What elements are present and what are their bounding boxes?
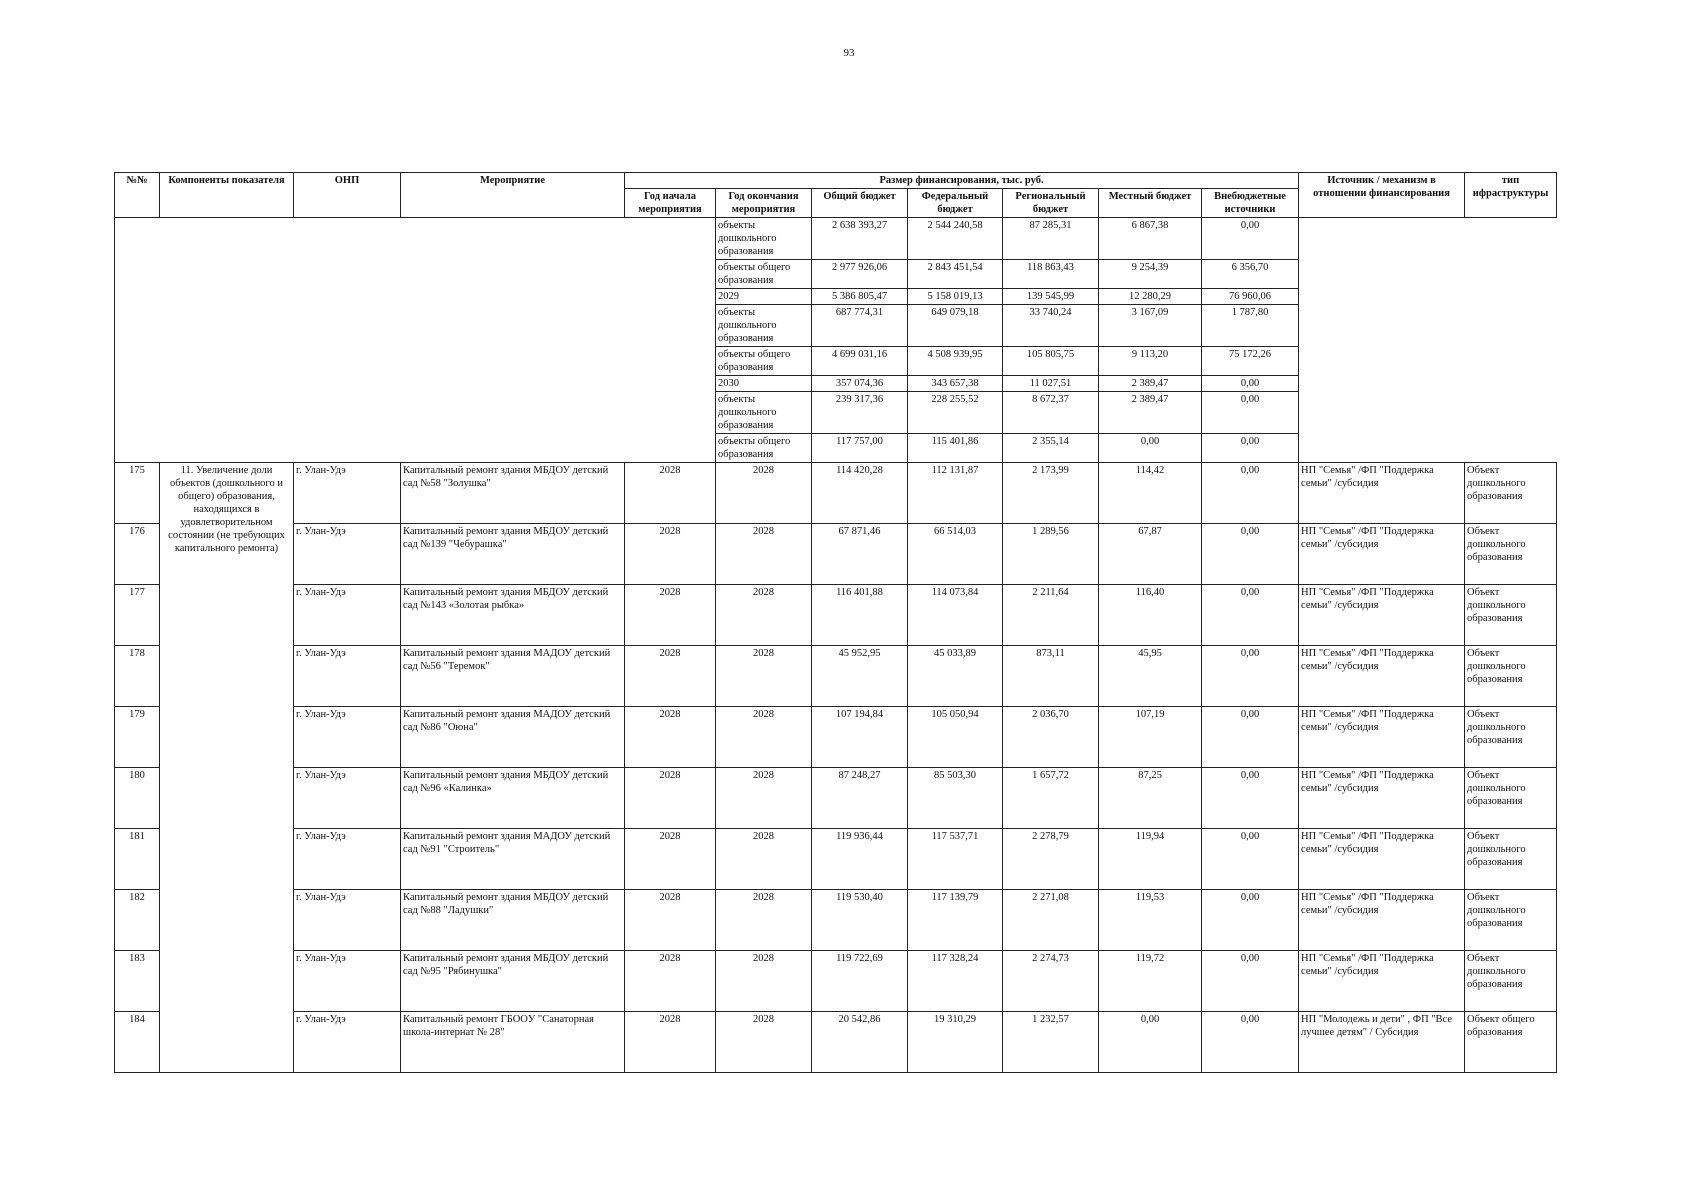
header-start-year: Год начала мероприятия — [625, 189, 716, 218]
row-start: 2028 — [625, 707, 716, 768]
row-start: 2028 — [625, 768, 716, 829]
row-local: 114,42 — [1099, 463, 1202, 524]
cont-federal: 5 158 019,13 — [908, 289, 1003, 305]
row-start: 2028 — [625, 1012, 716, 1073]
row-num: 177 — [115, 585, 160, 646]
table-header — [115, 173, 1557, 218]
row-start: 2028 — [625, 646, 716, 707]
row-end: 2028 — [716, 829, 812, 890]
row-start: 2028 — [625, 585, 716, 646]
cont-label: 2030 — [716, 376, 812, 392]
row-activity: Капитальный ремонт здания МБДОУ детский сад №88 "Ладушки" — [401, 890, 625, 951]
row-extra: 0,00 — [1202, 829, 1299, 890]
header-component: Компоненты показателя — [160, 173, 294, 218]
blank-area — [115, 218, 716, 463]
row-regional: 2 278,79 — [1003, 829, 1099, 890]
row-extra: 0,00 — [1202, 463, 1299, 524]
row-source: НП "Семья" /ФП "Поддержка семьи" /субсидия — [1299, 707, 1465, 768]
row-infra: Объект дошкольного образования — [1465, 829, 1557, 890]
row-num: 180 — [115, 768, 160, 829]
row-activity: Капитальный ремонт здания МБДОУ детский сад №139 "Чебурашка" — [401, 524, 625, 585]
cont-extra: 6 356,70 — [1202, 260, 1299, 289]
row-end: 2028 — [716, 1012, 812, 1073]
row-num: 178 — [115, 646, 160, 707]
cont-total: 4 699 031,16 — [812, 347, 908, 376]
table-row — [115, 463, 1557, 524]
row-end: 2028 — [716, 585, 812, 646]
cont-total: 687 774,31 — [812, 305, 908, 347]
blank-right — [1299, 218, 1557, 463]
table-row — [115, 829, 1557, 890]
header-federal: Федеральный бюджет — [908, 189, 1003, 218]
cont-regional: 105 805,75 — [1003, 347, 1099, 376]
row-regional: 2 274,73 — [1003, 951, 1099, 1012]
cont-local: 0,00 — [1099, 434, 1202, 463]
table-row — [115, 951, 1557, 1012]
row-end: 2028 — [716, 890, 812, 951]
row-start: 2028 — [625, 524, 716, 585]
row-federal: 66 514,03 — [908, 524, 1003, 585]
row-total: 67 871,46 — [812, 524, 908, 585]
row-onp: г. Улан-Удэ — [294, 951, 401, 1012]
cont-regional: 118 863,43 — [1003, 260, 1099, 289]
row-total: 119 530,40 — [812, 890, 908, 951]
cont-label: объекты дошкольного образования — [716, 392, 812, 434]
row-onp: г. Улан-Удэ — [294, 1012, 401, 1073]
row-num: 182 — [115, 890, 160, 951]
row-infra: Объект дошкольного образования — [1465, 768, 1557, 829]
continuation-block — [115, 218, 1557, 463]
row-end: 2028 — [716, 951, 812, 1012]
row-infra: Объект дошкольного образования — [1465, 707, 1557, 768]
cont-label: объекты дошкольного образования — [716, 218, 812, 260]
row-activity: Капитальный ремонт здания МБДОУ детский сад №95 "Рябинушка" — [401, 951, 625, 1012]
cont-total: 5 386 805,47 — [812, 289, 908, 305]
cont-regional: 11 027,51 — [1003, 376, 1099, 392]
row-activity: Капитальный ремонт здания МБДОУ детский сад №96 «Калинка» — [401, 768, 625, 829]
row-regional: 1 657,72 — [1003, 768, 1099, 829]
table-row — [115, 890, 1557, 951]
row-activity: Капитальный ремонт здания МАДОУ детский сад №56 "Теремок" — [401, 646, 625, 707]
row-activity: Капитальный ремонт здания МБДОУ детский сад №143 «Золотая рыбка» — [401, 585, 625, 646]
row-extra: 0,00 — [1202, 1012, 1299, 1073]
row-onp: г. Улан-Удэ — [294, 463, 401, 524]
row-regional: 2 211,64 — [1003, 585, 1099, 646]
table-row — [115, 585, 1557, 646]
row-local: 119,72 — [1099, 951, 1202, 1012]
cont-label: объекты общего образования — [716, 347, 812, 376]
page-number: 93 — [843, 47, 855, 59]
row-onp: г. Улан-Удэ — [294, 585, 401, 646]
row-federal: 45 033,89 — [908, 646, 1003, 707]
cont-local: 9 254,39 — [1099, 260, 1202, 289]
row-total: 87 248,27 — [812, 768, 908, 829]
cont-label: 2029 — [716, 289, 812, 305]
cont-local: 6 867,38 — [1099, 218, 1202, 260]
row-federal: 85 503,30 — [908, 768, 1003, 829]
row-total: 119 936,44 — [812, 829, 908, 890]
row-federal: 117 139,79 — [908, 890, 1003, 951]
header-funding: Размер финансирования, тыс. руб. — [625, 173, 1299, 189]
row-total: 20 542,86 — [812, 1012, 908, 1073]
row-num: 175 — [115, 463, 160, 524]
row-extra: 0,00 — [1202, 585, 1299, 646]
row-start: 2028 — [625, 829, 716, 890]
row-activity: Капитальный ремонт здания МАДОУ детский сад №91 "Строитель" — [401, 829, 625, 890]
row-federal: 117 328,24 — [908, 951, 1003, 1012]
row-onp: г. Улан-Удэ — [294, 707, 401, 768]
cont-local: 3 167,09 — [1099, 305, 1202, 347]
row-federal: 105 050,94 — [908, 707, 1003, 768]
header-infra-type: тип ифраструктуры — [1465, 173, 1557, 218]
row-regional: 873,11 — [1003, 646, 1099, 707]
cont-total: 117 757,00 — [812, 434, 908, 463]
table-row — [115, 524, 1557, 585]
row-start: 2028 — [625, 890, 716, 951]
row-end: 2028 — [716, 707, 812, 768]
row-infra: Объект дошкольного образования — [1465, 646, 1557, 707]
table-row — [115, 707, 1557, 768]
row-total: 107 194,84 — [812, 707, 908, 768]
header-end-year: Год окончания мероприятия — [716, 189, 812, 218]
row-infra: Объект дошкольного образования — [1465, 585, 1557, 646]
row-local: 116,40 — [1099, 585, 1202, 646]
row-activity: Капитальный ремонт здания МАДОУ детский сад №86 "Оюна" — [401, 707, 625, 768]
cont-federal: 2 544 240,58 — [908, 218, 1003, 260]
row-local: 67,87 — [1099, 524, 1202, 585]
cont-federal: 4 508 939,95 — [908, 347, 1003, 376]
cont-local: 12 280,29 — [1099, 289, 1202, 305]
cont-local: 2 389,47 — [1099, 392, 1202, 434]
cont-federal: 2 843 451,54 — [908, 260, 1003, 289]
row-end: 2028 — [716, 463, 812, 524]
row-total: 114 420,28 — [812, 463, 908, 524]
cont-label: объекты общего образования — [716, 434, 812, 463]
header-regional: Региональный бюджет — [1003, 189, 1099, 218]
row-activity: Капитальный ремонт здания МБДОУ детский сад №58 "Золушка" — [401, 463, 625, 524]
row-source: НП "Семья" /ФП "Поддержка семьи" /субсидия — [1299, 585, 1465, 646]
row-extra: 0,00 — [1202, 951, 1299, 1012]
row-activity: Капитальный ремонт ГБОOУ "Санаторная школа-интернат № 28" — [401, 1012, 625, 1073]
row-federal: 117 537,71 — [908, 829, 1003, 890]
row-federal: 114 073,84 — [908, 585, 1003, 646]
row-num: 184 — [115, 1012, 160, 1073]
row-local: 87,25 — [1099, 768, 1202, 829]
cont-label: объекты общего образования — [716, 260, 812, 289]
row-onp: г. Улан-Удэ — [294, 768, 401, 829]
row-regional: 1 289,56 — [1003, 524, 1099, 585]
row-source: НП "Семья" /ФП "Поддержка семьи" /субсидия — [1299, 829, 1465, 890]
row-source: НП "Молодежь и дети" , ФП "Все лучшее детям" / Субсидия — [1299, 1012, 1465, 1073]
row-onp: г. Улан-Удэ — [294, 646, 401, 707]
cont-total: 2 638 393,27 — [812, 218, 908, 260]
cont-total: 2 977 926,06 — [812, 260, 908, 289]
row-extra: 0,00 — [1202, 646, 1299, 707]
cont-regional: 8 672,37 — [1003, 392, 1099, 434]
row-extra: 0,00 — [1202, 524, 1299, 585]
cont-total: 239 317,36 — [812, 392, 908, 434]
cont-extra: 0,00 — [1202, 218, 1299, 260]
header-extra: Внебюджетные источники — [1202, 189, 1299, 218]
table-row — [115, 1012, 1557, 1073]
row-end: 2028 — [716, 768, 812, 829]
cont-extra: 75 172,26 — [1202, 347, 1299, 376]
cont-local: 2 389,47 — [1099, 376, 1202, 392]
row-local: 107,19 — [1099, 707, 1202, 768]
row-local: 0,00 — [1099, 1012, 1202, 1073]
data-block — [115, 463, 1557, 1073]
cont-total: 357 074,36 — [812, 376, 908, 392]
cont-federal: 115 401,86 — [908, 434, 1003, 463]
row-onp: г. Улан-Удэ — [294, 524, 401, 585]
cont-local: 9 113,20 — [1099, 347, 1202, 376]
row-regional: 2 271,08 — [1003, 890, 1099, 951]
table-row — [115, 768, 1557, 829]
cont-federal: 649 079,18 — [908, 305, 1003, 347]
cont-federal: 228 255,52 — [908, 392, 1003, 434]
row-infra: Объект дошкольного образования — [1465, 524, 1557, 585]
row-federal: 112 131,87 — [908, 463, 1003, 524]
row-regional: 1 232,57 — [1003, 1012, 1099, 1073]
row-source: НП "Семья" /ФП "Поддержка семьи" /субсидия — [1299, 463, 1465, 524]
row-infra: Объект дошкольного образования — [1465, 463, 1557, 524]
row-infra: Объект дошкольного образования — [1465, 951, 1557, 1012]
row-num: 179 — [115, 707, 160, 768]
row-onp: г. Улан-Удэ — [294, 829, 401, 890]
row-source: НП "Семья" /ФП "Поддержка семьи" /субсидия — [1299, 768, 1465, 829]
row-local: 119,53 — [1099, 890, 1202, 951]
cont-extra: 76 960,06 — [1202, 289, 1299, 305]
table-row — [115, 646, 1557, 707]
row-total: 116 401,88 — [812, 585, 908, 646]
cont-extra: 0,00 — [1202, 376, 1299, 392]
row-num: 176 — [115, 524, 160, 585]
row-extra: 0,00 — [1202, 768, 1299, 829]
row-federal: 19 310,29 — [908, 1012, 1003, 1073]
row-local: 45,95 — [1099, 646, 1202, 707]
header-local: Местный бюджет — [1099, 189, 1202, 218]
row-start: 2028 — [625, 951, 716, 1012]
financing-table — [114, 172, 1557, 1073]
cont-extra: 0,00 — [1202, 392, 1299, 434]
row-end: 2028 — [716, 646, 812, 707]
row-infra: Объект общего образования — [1465, 1012, 1557, 1073]
row-source: НП "Семья" /ФП "Поддержка семьи" /субсидия — [1299, 524, 1465, 585]
row-source: НП "Семья" /ФП "Поддержка семьи" /субсидия — [1299, 951, 1465, 1012]
row-end: 2028 — [716, 524, 812, 585]
cont-label: объекты дошкольного образования — [716, 305, 812, 347]
cont-regional: 139 545,99 — [1003, 289, 1099, 305]
cont-extra: 1 787,80 — [1202, 305, 1299, 347]
row-onp: г. Улан-Удэ — [294, 890, 401, 951]
row-source: НП "Семья" /ФП "Поддержка семьи" /субсидия — [1299, 646, 1465, 707]
row-extra: 0,00 — [1202, 707, 1299, 768]
cont-regional: 33 740,24 — [1003, 305, 1099, 347]
header-num: №№ — [115, 173, 160, 218]
row-start: 2028 — [625, 463, 716, 524]
component-cell: 11. Увеличение доли объектов (дошкольного и общего) образования, находящихся в удовлетворительном состоянии (не требующих капитального ремонта) — [160, 463, 294, 1073]
row-regional: 2 173,99 — [1003, 463, 1099, 524]
row-total: 45 952,95 — [812, 646, 908, 707]
row-total: 119 722,69 — [812, 951, 908, 1012]
row-extra: 0,00 — [1202, 890, 1299, 951]
header-total: Общий бюджет — [812, 189, 908, 218]
header-onp: ОНП — [294, 173, 401, 218]
cont-regional: 2 355,14 — [1003, 434, 1099, 463]
row-infra: Объект дошкольного образования — [1465, 890, 1557, 951]
row-regional: 2 036,70 — [1003, 707, 1099, 768]
cont-federal: 343 657,38 — [908, 376, 1003, 392]
row-num: 181 — [115, 829, 160, 890]
row-source: НП "Семья" /ФП "Поддержка семьи" /субсидия — [1299, 890, 1465, 951]
row-local: 119,94 — [1099, 829, 1202, 890]
cont-extra: 0,00 — [1202, 434, 1299, 463]
cont-regional: 87 285,31 — [1003, 218, 1099, 260]
header-activity: Мероприятие — [401, 173, 625, 218]
header-source: Источник / механизм в отношении финансирования — [1299, 173, 1465, 218]
continuation-row — [115, 218, 1557, 260]
row-num: 183 — [115, 951, 160, 1012]
